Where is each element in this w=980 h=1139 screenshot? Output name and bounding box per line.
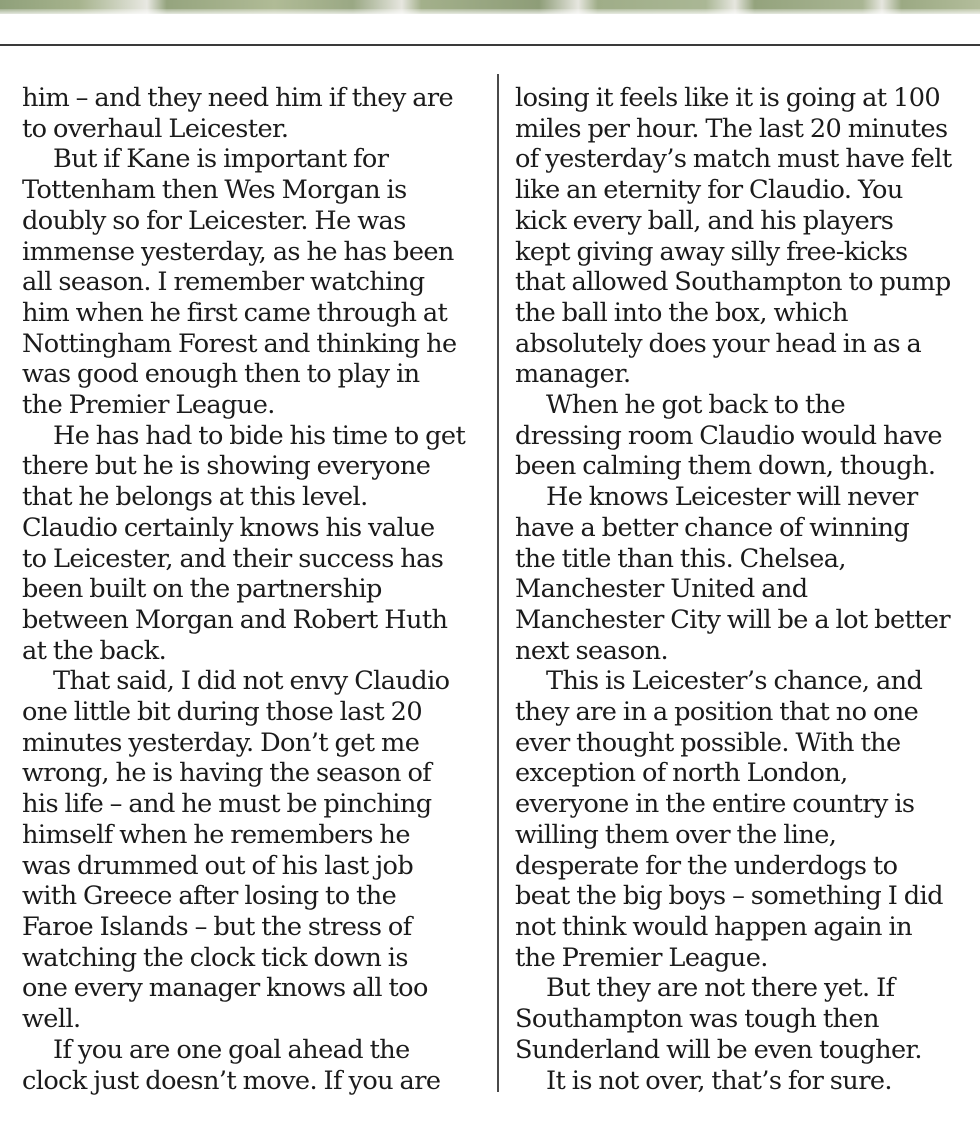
text-line: not think would happen again in (515, 911, 912, 942)
text-line: But if Kane is important for (53, 144, 389, 175)
text-line: one every manager knows all too (22, 973, 428, 1004)
text-line: desperate for the underdogs to (515, 850, 898, 881)
text-line: Manchester United and (515, 574, 808, 605)
text-line: like an eternity for Claudio. You (515, 175, 903, 206)
text-line: losing it feels like it is going at 100 (515, 83, 941, 113)
text-line: have a better chance of winning (515, 512, 910, 543)
text-line: Sunderland will be even tougher. (515, 1034, 922, 1065)
text-line: He knows Leicester will never (546, 482, 918, 513)
text-line: watching the clock tick down is (22, 942, 408, 973)
text-line: between Morgan and Robert Huth (22, 604, 448, 635)
text-line: one little bit during those last 20 (22, 697, 423, 728)
text-line: exception of north London, (515, 758, 848, 789)
text-line: the ball into the box, which (515, 297, 848, 328)
header-rule (0, 44, 980, 46)
text-line: been built on the partnership (22, 574, 382, 605)
text-line: been calming them down, though. (515, 451, 936, 482)
text-line: to overhaul Leicester. (22, 113, 289, 144)
text-line: the Premier League. (22, 390, 275, 421)
text-line: that he belongs at this level. (22, 482, 368, 513)
article-column-left (22, 83, 484, 1096)
text-line: clock just doesn’t move. If you are (22, 1065, 441, 1096)
text-line: Southampton was tough then (515, 1004, 879, 1035)
column-divider (497, 74, 499, 1092)
text-line: beat the big boys – something I did (515, 881, 943, 912)
text-line: absolutely does your head in as a (515, 328, 922, 359)
text-line: If you are one goal ahead the (53, 1034, 410, 1065)
text-line: well. (22, 1004, 81, 1035)
text-line: at the back. (22, 635, 167, 666)
text-line: kick every ball, and his players (515, 205, 894, 236)
text-line: wrong, he is having the season of (22, 758, 432, 789)
text-line: He has had to bide his time to get (53, 420, 466, 451)
text-line: doubly so for Leicester. He was (22, 205, 406, 236)
text-line: the Premier League. (515, 942, 768, 973)
text-line: This is Leicester’s chance, and (546, 666, 923, 697)
text-line: him when he first came through at (22, 297, 448, 328)
text-line: Faroe Islands – but the stress of (22, 911, 412, 942)
photo-strip-bottom-edge (0, 0, 980, 14)
text-line: kept giving away silly free-kicks (515, 236, 908, 267)
text-line: himself when he remembers he (22, 819, 410, 850)
text-line: everyone in the entire country is (515, 789, 915, 820)
text-line: of yesterday’s match must have felt (515, 144, 952, 175)
text-line: his life – and he must be pinching (22, 789, 432, 820)
text-line: It is not over, that’s for sure. (546, 1065, 892, 1096)
text-line: dressing room Claudio would have (515, 420, 942, 451)
text-line: minutes yesterday. Don’t get me (22, 727, 420, 758)
text-line: When he got back to the (546, 390, 846, 421)
text-line: next season. (515, 635, 668, 666)
text-line: that allowed Southampton to pump (515, 267, 951, 298)
text-line: they are in a position that no one (515, 697, 919, 728)
text-line: Nottingham Forest and thinking he (22, 328, 457, 359)
text-line: immense yesterday, as he has been (22, 236, 454, 267)
text-line: Manchester City will be a lot better (515, 604, 951, 635)
text-line: That said, I did not envy Claudio (53, 666, 450, 697)
text-line: was drummed out of his last job (22, 850, 414, 881)
text-line: miles per hour. The last 20 minutes (515, 113, 948, 144)
text-line: manager. (515, 359, 631, 390)
text-line: willing them over the line, (515, 819, 837, 850)
text-line: to Leicester, and their success has (22, 543, 444, 574)
text-line: there but he is showing everyone (22, 451, 431, 482)
text-line: But they are not there yet. If (546, 973, 895, 1004)
text-line: the title than this. Chelsea, (515, 543, 846, 574)
text-line: ever thought possible. With the (515, 727, 901, 758)
article-column-right (515, 83, 973, 1096)
text-line: all season. I remember watching (22, 267, 425, 298)
text-line: Tottenham then Wes Morgan is (22, 175, 407, 206)
text-line: with Greece after losing to the (22, 881, 397, 912)
text-line: was good enough then to play in (22, 359, 420, 390)
text-line: Claudio certainly knows his value (22, 512, 435, 543)
text-line: him – and they need him if they are (22, 83, 454, 113)
